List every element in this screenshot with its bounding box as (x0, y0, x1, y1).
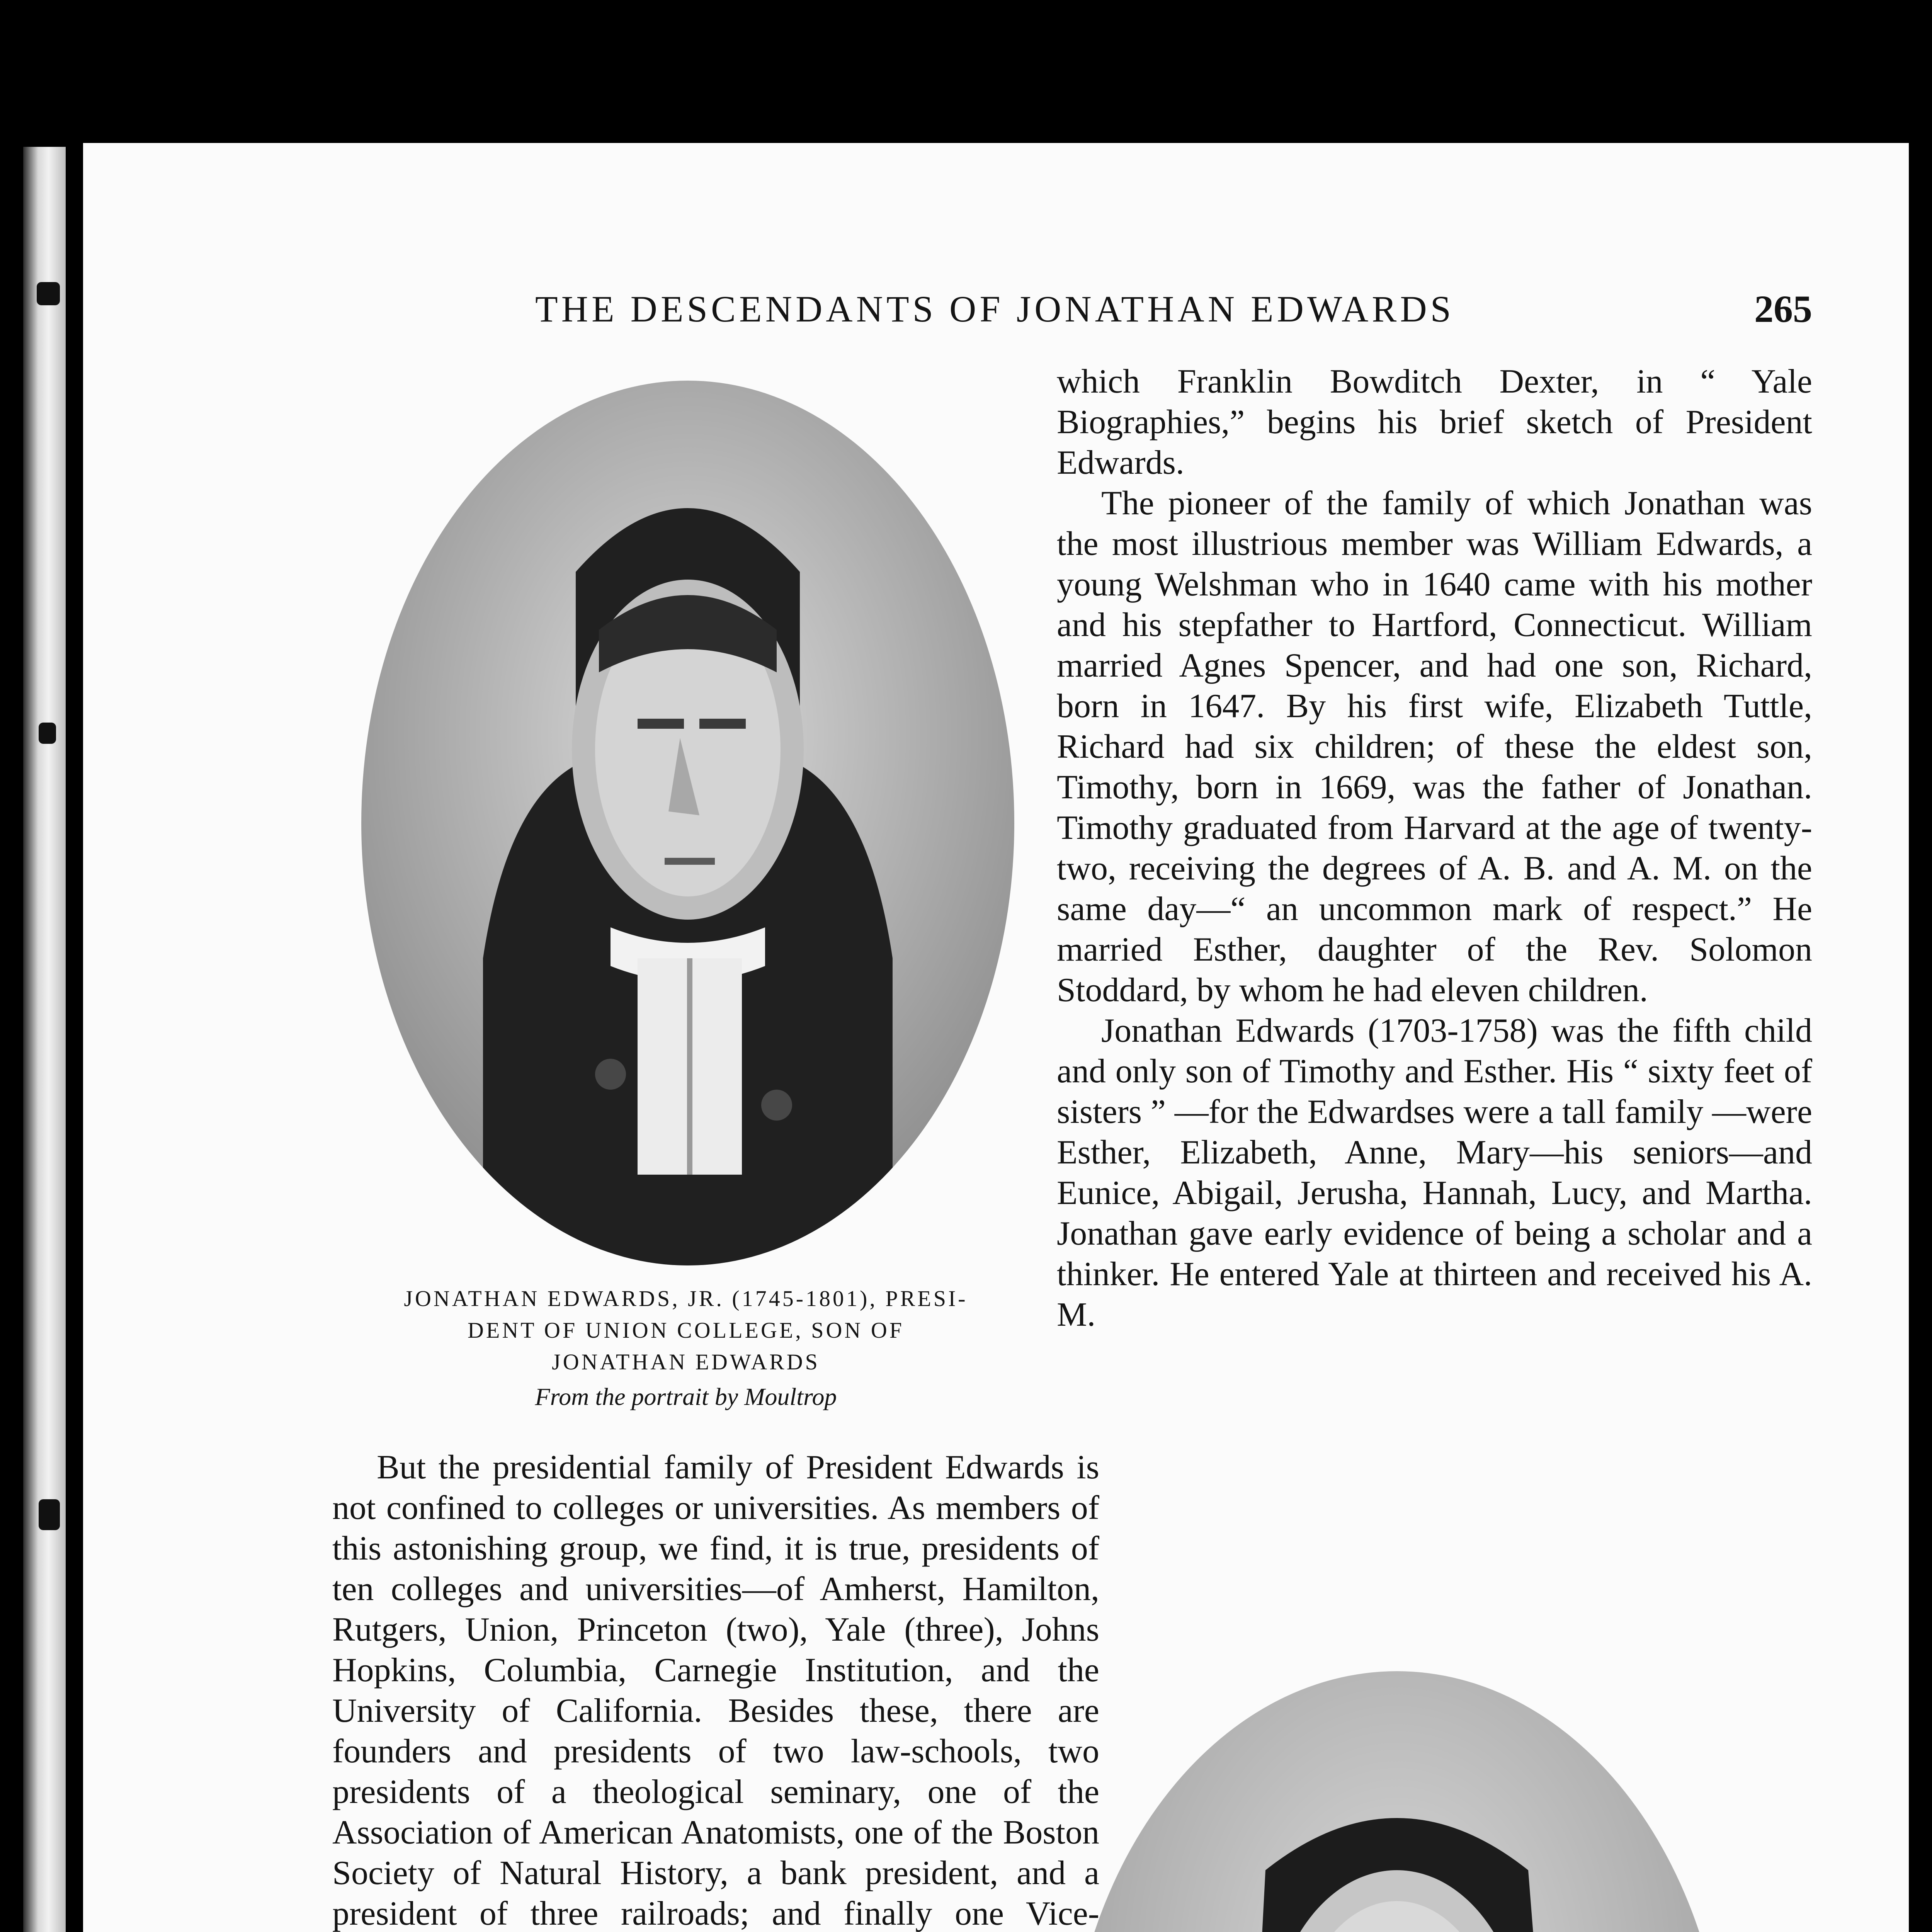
page-number: 265 (1754, 287, 1812, 330)
caption-line: DENT OF UNION COLLEGE, SON OF (468, 1318, 904, 1343)
running-head: THE DESCENDANTS OF JONATHAN EDWARDS (535, 288, 1455, 330)
body-paragraph: But the presidential family of President Edwards is not confined to colleges or universities. As members of this astonishing group, we find, it is true, presidents of ten colleges and universities—of Amherst, Hamilton, Rutgers, Union, Princeton (two), Yale (three), Johns Hopkins, Columbia, Carnegie Institution, and the University of California. Besides these, there are founders and presidents of two law-schools, two presidents of a theological seminary, one of the Association of American Anatomists, one of the Boston Society of Natural History, a bank president, and a president of three railroads; and finally one Vice- (332, 1449, 1099, 1932)
body-paragraph: Jonathan Edwards (1703-1758) was the fifth child and only son of Timothy and Esther. His “ sixty feet of sisters ” —for the Edwardses were a tall family —were Esther, Elizabeth, Anne, Mary—his seniors—and Eunice, Abigail, Jerusha, Hannah, Lucy, and Martha. Jonathan gave early evidence of being a scholar and a thinker. He entered Yale at thirteen and received his A. M. (1057, 1012, 1812, 1333)
edge-mark (37, 282, 60, 305)
scan-edge-strip (23, 147, 66, 1932)
caption-line: JONATHAN EDWARDS, JR. (1745-1801), PRESI- (404, 1286, 968, 1311)
portrait-sereno-edwards-dwight (1065, 1669, 1729, 1932)
right-column-text (1057, 361, 1812, 1335)
continuation-paragraph: which Franklin Bowditch Dexter, in “ Yale Biographies,” begins his brief sketch of President Edwards. (1057, 363, 1812, 481)
edge-mark (39, 723, 56, 744)
left-column-paragraph (332, 1447, 1099, 1932)
figure-caption-top (307, 1283, 1065, 1378)
book-page (83, 143, 1909, 1932)
edge-mark (39, 1499, 60, 1530)
portrait-credit: From the portrait by Moultrop (535, 1383, 837, 1410)
body-paragraph: The pioneer of the family of which Jonathan was the most illustrious member was William Edwards, a young Welshman who in 1640 came with his mother and his stepfather to Hartford, Connecticut. William married Agnes Spencer, and had one son, Richard, born in 1647. By his first wife, Elizabeth Tuttle, Richard had six children; of these the eldest son, Timothy, born in 1669, was the father of Jonathan. Timothy graduated from Harvard at the age of twenty-two, receiving the degrees of A. B. and A. M. on the same day—“ an uncommon mark of respect.” He married Esther, daughter of the Rev. Solomon Stoddard, by whom he had eleven children. (1057, 485, 1812, 1009)
caption-line: JONATHAN EDWARDS (552, 1349, 820, 1374)
portrait-jonathan-edwards-jr (359, 379, 1016, 1267)
